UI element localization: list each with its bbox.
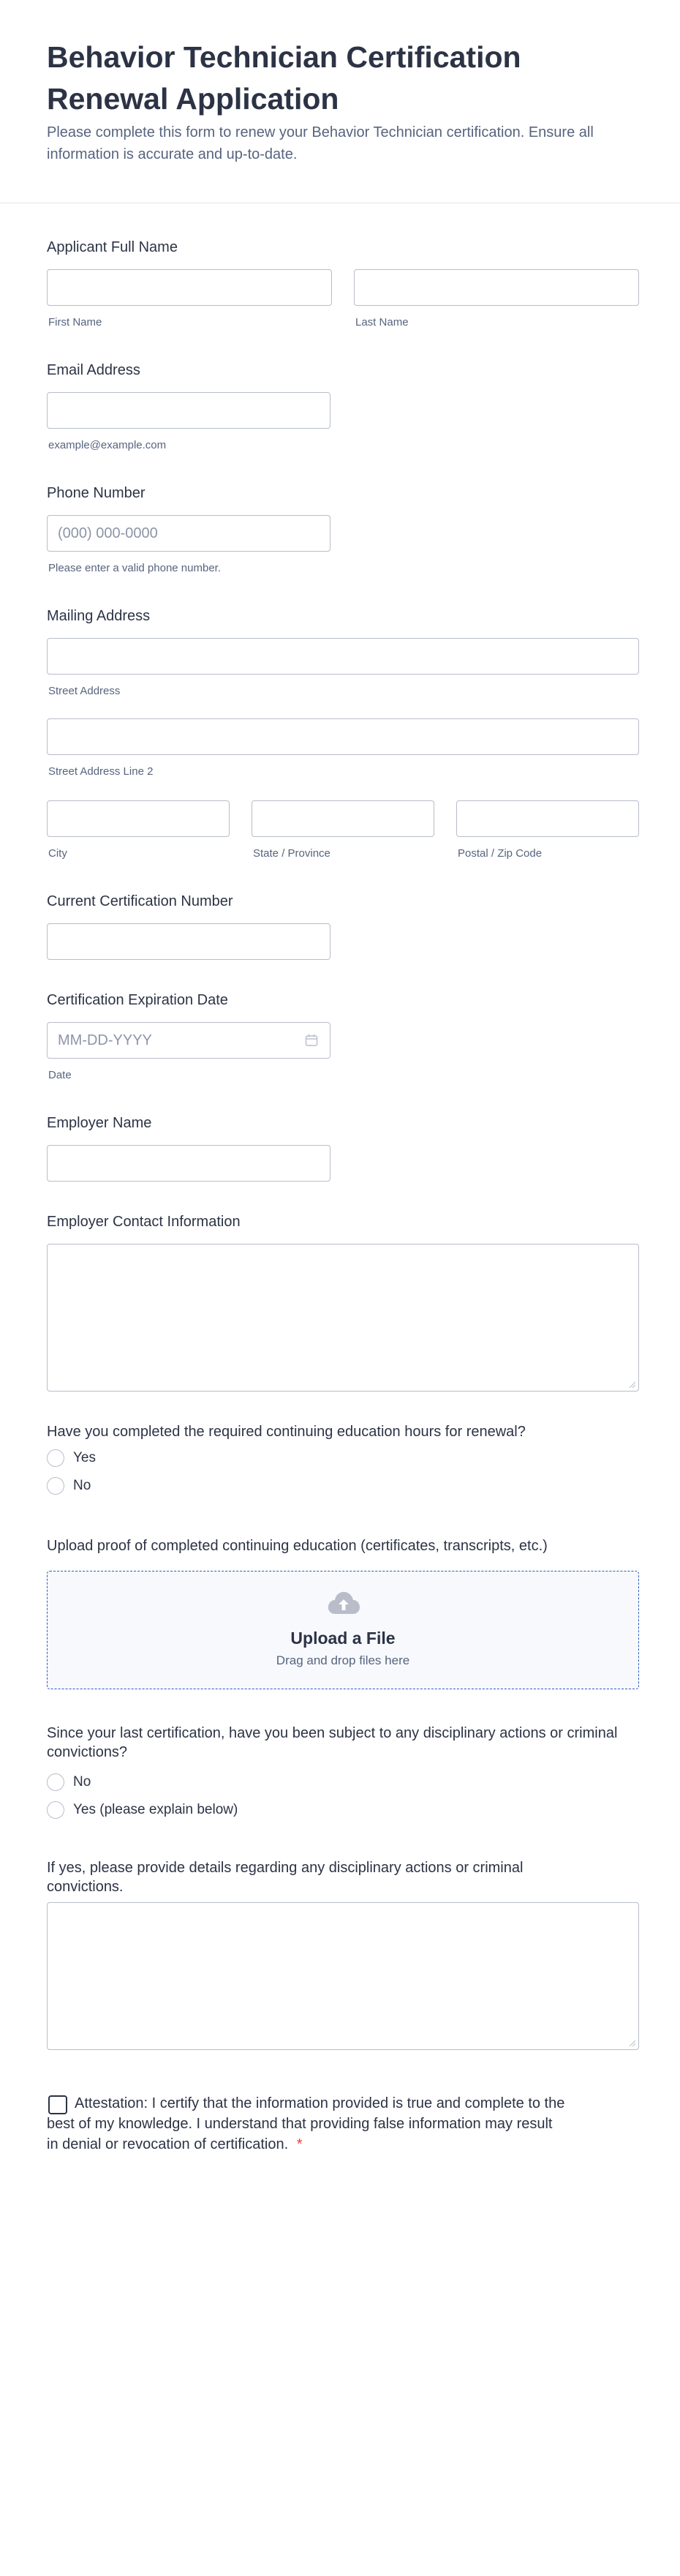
upload-cloud-icon <box>327 1589 360 1615</box>
disciplinary-details-textarea[interactable] <box>47 1902 639 2050</box>
disciplinary-option-no[interactable] <box>47 1773 91 1791</box>
file-upload-dropzone[interactable] <box>47 1571 639 1689</box>
city-input[interactable] <box>47 800 230 837</box>
disciplinary-details-label: If yes, please provide details regarding any disciplinary actions or criminal convictions. <box>47 1860 524 1895</box>
email-label: Email Address <box>47 362 140 378</box>
email-input[interactable] <box>47 392 330 429</box>
radio-label: No <box>73 1774 91 1790</box>
radio-label: Yes (please explain below) <box>73 1802 238 1817</box>
disciplinary-label: Since your last certification, have you been subject to any disciplinary actions or criminal convictions? <box>47 1725 618 1760</box>
state-input[interactable] <box>252 800 434 837</box>
phone-label: Phone Number <box>47 485 146 501</box>
upload-hint: Drag and drop files here <box>276 1653 410 1667</box>
attestation-text-block <box>47 2093 566 2155</box>
address-label: Mailing Address <box>47 608 151 624</box>
radio-button[interactable] <box>47 1477 64 1495</box>
date-sublabel: Date <box>48 1069 72 1081</box>
page-title: Behavior Technician Certification Renewal Application <box>47 40 521 116</box>
cert-number-input[interactable] <box>47 923 330 960</box>
calendar-icon[interactable] <box>305 1034 318 1047</box>
date-placeholder: MM-DD-YYYY <box>58 1032 152 1048</box>
form-header <box>0 0 680 203</box>
upload-label: Upload proof of completed continuing education (certificates, transcripts, etc.) <box>47 1538 548 1554</box>
radio-button[interactable] <box>47 1801 64 1819</box>
resize-handle-icon <box>628 1381 635 1388</box>
street-address-input[interactable] <box>47 638 639 675</box>
required-mark: * <box>296 2136 303 2152</box>
street-address-2-sublabel: Street Address Line 2 <box>48 765 154 778</box>
employer-name-input[interactable] <box>47 1145 330 1182</box>
radio-label: No <box>73 1478 91 1493</box>
phone-input[interactable] <box>47 515 330 552</box>
employer-name-label: Employer Name <box>47 1115 152 1131</box>
full-name-label: Applicant Full Name <box>47 239 178 255</box>
state-sublabel: State / Province <box>253 847 330 860</box>
radio-label: Yes <box>73 1450 96 1465</box>
upload-title: Upload a File <box>290 1629 396 1648</box>
cert-expiration-input[interactable] <box>47 1022 330 1059</box>
disciplinary-option-yes[interactable] <box>47 1801 238 1819</box>
form-body <box>0 203 680 2575</box>
cert-number-label: Current Certification Number <box>47 893 233 909</box>
resize-handle-icon <box>628 2039 635 2046</box>
employer-contact-label: Employer Contact Information <box>47 1214 241 1230</box>
zip-input[interactable] <box>456 800 639 837</box>
last-name-input[interactable] <box>354 269 639 306</box>
ce-hours-option-yes[interactable] <box>47 1449 96 1467</box>
ce-hours-label: Have you completed the required continuing education hours for renewal? <box>47 1424 526 1440</box>
ce-hours-option-no[interactable] <box>47 1477 91 1495</box>
last-name-sublabel: Last Name <box>355 316 409 328</box>
zip-sublabel: Postal / Zip Code <box>458 847 543 860</box>
page-subtitle: Please complete this form to renew your Behavior Technician certification. Ensure all information is accurate and up-to-date. <box>47 124 594 162</box>
street-address-2-input[interactable] <box>47 718 639 755</box>
radio-button[interactable] <box>47 1773 64 1791</box>
street-address-sublabel: Street Address <box>48 685 121 697</box>
phone-placeholder: (000) 000-0000 <box>58 525 158 541</box>
city-sublabel: City <box>48 847 67 860</box>
first-name-sublabel: First Name <box>48 316 102 328</box>
employer-contact-textarea[interactable] <box>47 1244 639 1392</box>
radio-button[interactable] <box>47 1449 64 1467</box>
cert-expiration-label: Certification Expiration Date <box>47 992 228 1008</box>
email-sublabel: example@example.com <box>48 439 167 451</box>
phone-sublabel: Please enter a valid phone number. <box>48 562 221 574</box>
first-name-input[interactable] <box>47 269 332 306</box>
attestation-text: Attestation: I certify that the information provided is true and complete to the best of my knowledge. I understand that providing false information may result in denial or revocation of certification. <box>47 2095 565 2152</box>
